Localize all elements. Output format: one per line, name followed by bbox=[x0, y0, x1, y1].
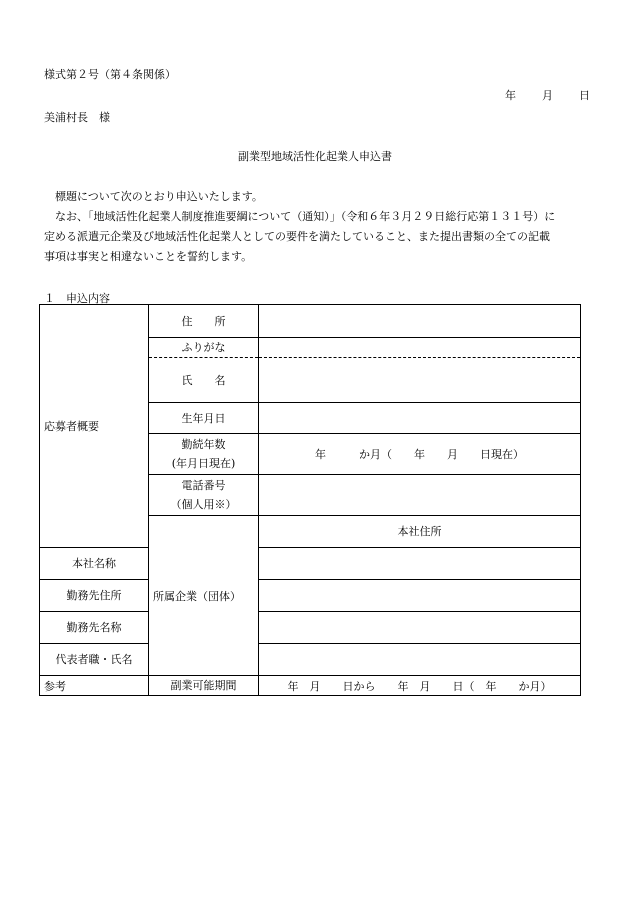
body-text bbox=[44, 187, 589, 267]
furigana-label: ふりがな bbox=[149, 338, 259, 358]
tenure-label-line-2: (年月日現在) bbox=[171, 457, 236, 470]
application-table bbox=[39, 304, 581, 696]
side-job-period-label: 副業可能期間 bbox=[149, 676, 259, 696]
hq-name-field[interactable] bbox=[259, 548, 581, 580]
document-title: 副業型地域活性化起業人申込書 bbox=[238, 150, 392, 163]
work-name-label: 勤務先名称 bbox=[40, 612, 149, 644]
side-job-period-field[interactable]: 年 月 日から 年 月 日（ 年 か月） bbox=[259, 676, 581, 696]
date-year: 年 bbox=[505, 89, 516, 102]
date-day: 日 bbox=[579, 89, 590, 102]
body-paragraph-2-line-1: なお、「地域活性化起業人制度推進要綱について（通知）」（令和６年３月２９日総行応第１３１号）に bbox=[55, 210, 556, 223]
table-row bbox=[40, 305, 581, 338]
birthdate-field[interactable] bbox=[259, 403, 581, 434]
name-field[interactable] bbox=[259, 358, 581, 403]
date-line bbox=[505, 87, 590, 103]
group-reference-label: 参考 bbox=[40, 676, 149, 696]
table-row bbox=[40, 612, 581, 644]
form-number-label: 様式第２号（第４条関係） bbox=[44, 68, 176, 81]
birthdate-label: 生年月日 bbox=[149, 403, 259, 434]
furigana-field[interactable] bbox=[259, 338, 581, 358]
table-row bbox=[40, 676, 581, 696]
representative-field[interactable] bbox=[259, 644, 581, 676]
table-row bbox=[40, 644, 581, 676]
address-field[interactable] bbox=[259, 305, 581, 338]
body-paragraph-2-line-3: 事項は事実と相違ないことを誓約します。 bbox=[44, 250, 253, 263]
group-applicant-label: 応募者概要 bbox=[40, 305, 149, 548]
phone-field[interactable] bbox=[259, 475, 581, 516]
work-address-field[interactable] bbox=[259, 580, 581, 612]
body-paragraph-1: 標題について次のとおり申込いたします。 bbox=[55, 190, 263, 203]
hq-name-label: 本社名称 bbox=[40, 548, 149, 580]
body-paragraph-2-line-2: 定める派遣元企業及び地域活性化起業人としての要件を満たしていること、また提出書類の全ての記載 bbox=[44, 230, 550, 243]
work-name-field[interactable] bbox=[259, 612, 581, 644]
work-address-label: 勤務先住所 bbox=[40, 580, 149, 612]
phone-label bbox=[149, 475, 259, 516]
phone-label-line-2: （個人用※） bbox=[170, 498, 237, 511]
tenure-field[interactable]: 年 か月（ 年 月 日現在） bbox=[259, 434, 581, 475]
address-label: 住 所 bbox=[149, 305, 259, 338]
hq-address-label: 本社住所 bbox=[259, 516, 581, 548]
date-month: 月 bbox=[542, 89, 553, 102]
phone-label-line-1: 電話番号 bbox=[181, 479, 226, 492]
addressee: 美浦村長 様 bbox=[44, 111, 110, 124]
name-label: 氏 名 bbox=[149, 358, 259, 403]
representative-label: 代表者職・氏名 bbox=[40, 644, 149, 676]
tenure-label bbox=[149, 434, 259, 475]
table-row bbox=[40, 580, 581, 612]
group-company-label: 所属企業（団体） bbox=[149, 516, 259, 676]
tenure-label-line-1: 勤続年数 bbox=[181, 438, 226, 451]
section-heading: １ 申込内容 bbox=[44, 292, 110, 305]
table-row bbox=[40, 548, 581, 580]
